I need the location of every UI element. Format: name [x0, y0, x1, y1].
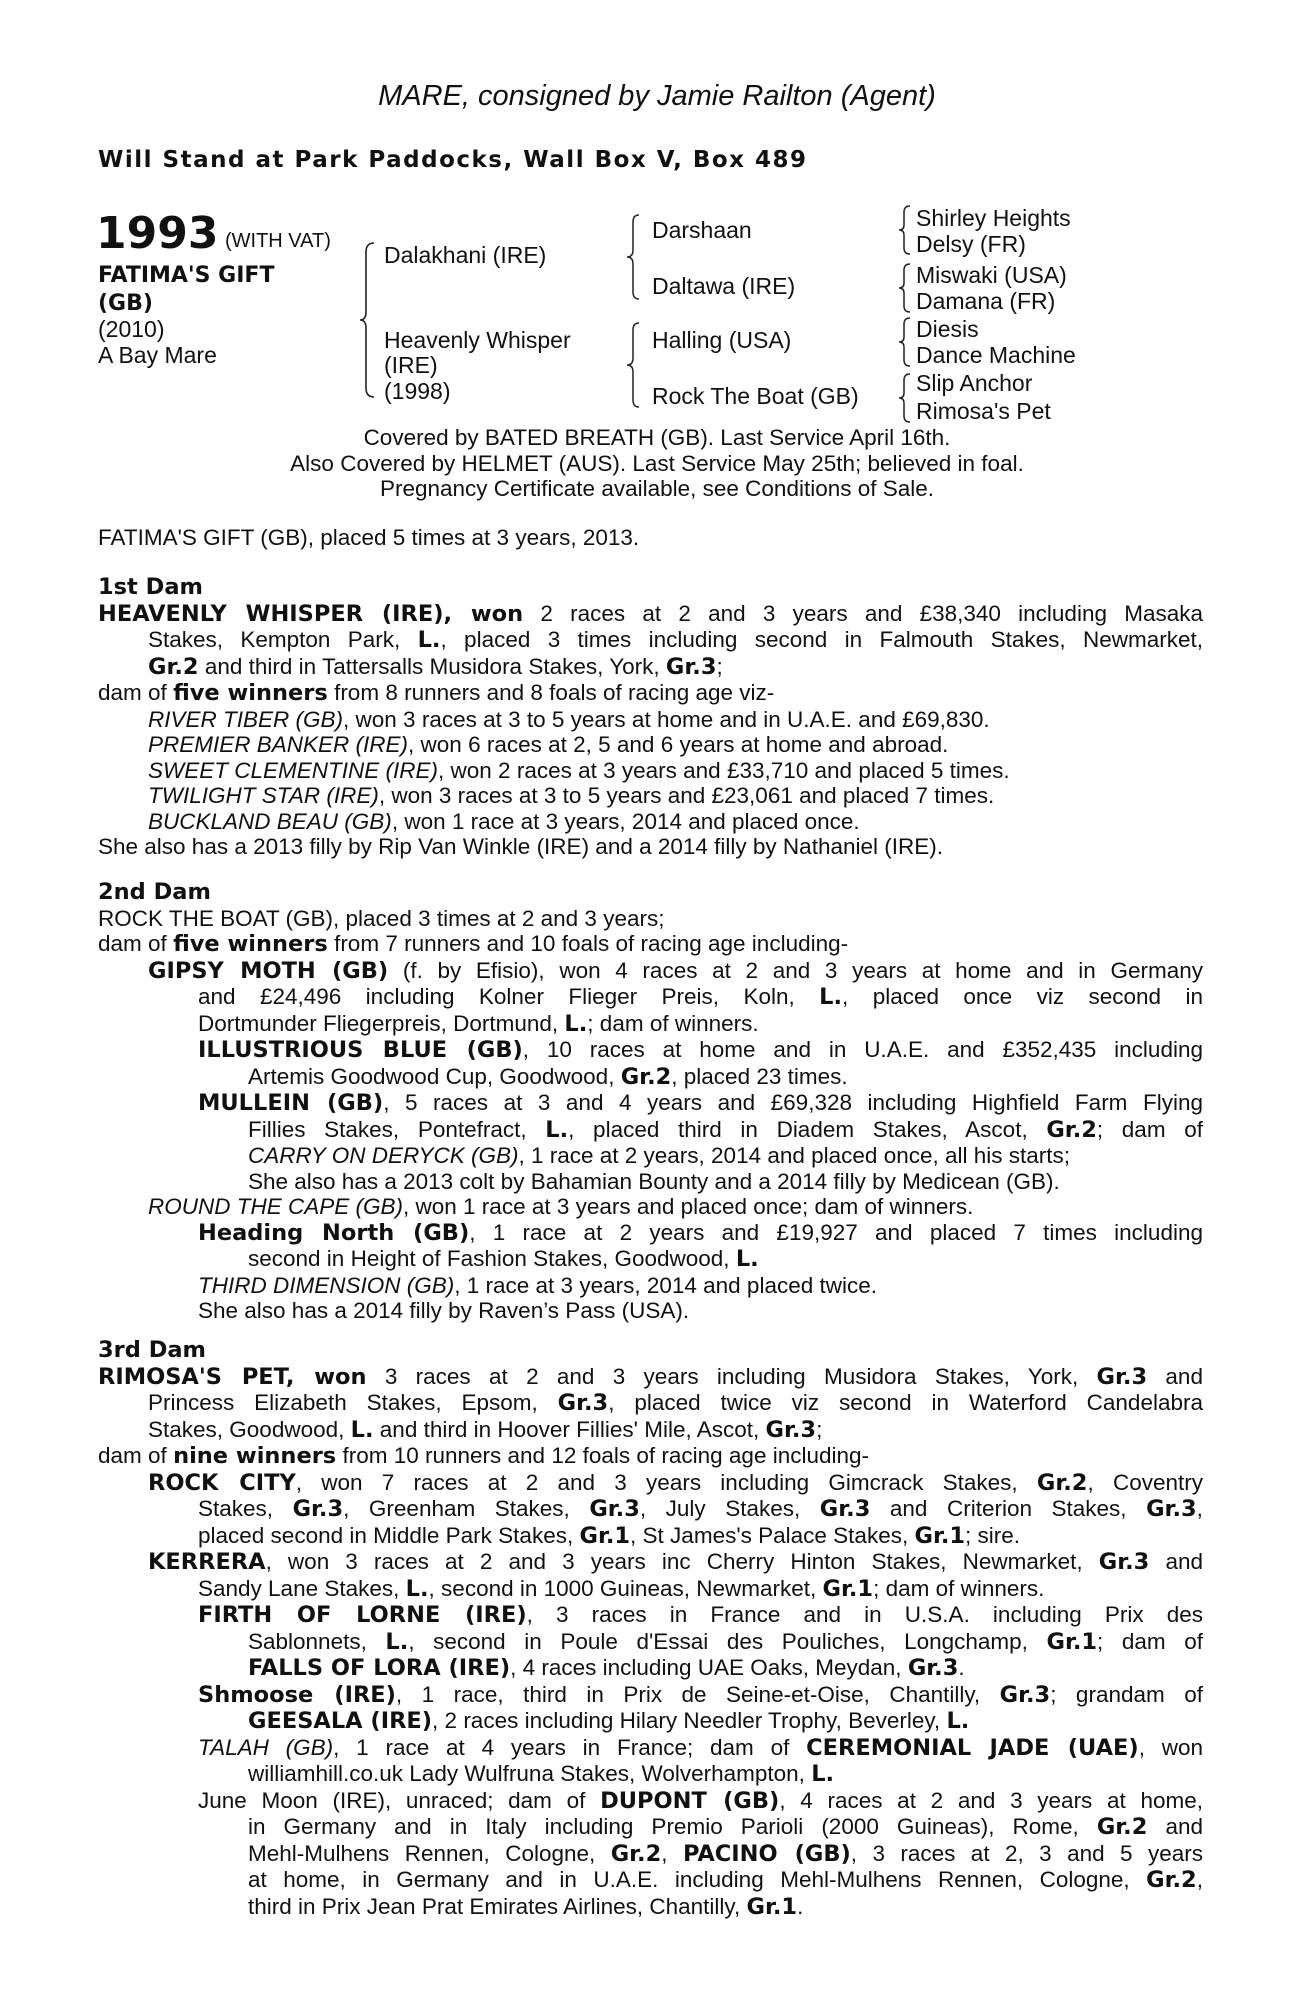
- race-text: Artemis Goodwood Cup, Goodwood,: [248, 1063, 615, 1089]
- race-text: 3 races at 2 and 3 years including Musidora Stakes, York,: [384, 1363, 1079, 1389]
- consignor-heading: MARE, consigned by Jamie Railton (Agent): [378, 80, 936, 112]
- race-text: , won 7 races at 2 and 3 years including Gimcrack Stakes,: [295, 1469, 1018, 1495]
- grade-label: Gr.2: [1096, 1814, 1148, 1840]
- pedigree-brace: [896, 262, 914, 314]
- race-text: , 1 race at 4 years in France; dam of: [333, 1734, 790, 1760]
- horse-name: FATIMA'S GIFT: [98, 263, 275, 288]
- race-text: , placed once viz second in: [842, 984, 1203, 1009]
- produce-name: KERRERA: [148, 1549, 266, 1575]
- grade-label: Gr.3: [1096, 1363, 1148, 1390]
- race-text: , 4 races at 2 and 3 years at home,: [779, 1787, 1203, 1813]
- produce-text: , won 3 races at 3 to 5 years at home and in U.A.E. and £69,830.: [343, 706, 990, 732]
- dam-line3: (1998): [384, 378, 451, 404]
- produce-text: , won 2 races at 3 years and £33,710 and placed 5 times.: [438, 757, 1010, 783]
- grade-label: L.: [350, 1416, 374, 1443]
- dam-of-text: from 10 runners and 12 foals of racing age including-: [342, 1443, 870, 1468]
- grade-label: Gr.1: [914, 1522, 966, 1549]
- race-text: , 1 race at 2 years, 2014 and placed once, all his starts;: [518, 1143, 1071, 1168]
- dam-dam: Rock The Boat (GB): [652, 383, 859, 409]
- race-text: , 1 race, third in Prix de Seine-et-Oise, Chantilly,: [395, 1681, 981, 1707]
- race-text: Princess Elizabeth Stakes, Epsom,: [148, 1390, 538, 1415]
- section-heading: 3rd Dam: [98, 1337, 206, 1363]
- dam-of-text: dam of: [98, 680, 167, 705]
- race-text: ; dam of: [1097, 1628, 1203, 1654]
- covering-line: Also Covered by HELMET (AUS). Last Service May 25th; believed in foal.: [290, 450, 1024, 476]
- race-text: , placed 23 times.: [671, 1063, 848, 1089]
- race-text: ; grandam of: [1050, 1681, 1203, 1707]
- race-text: , second in Poule d'Essai des Pouliches, Longchamp,: [408, 1628, 1028, 1654]
- covering-line: Covered by BATED BREATH (GB). Last Service April 16th.: [363, 425, 951, 450]
- second-dam-section: [98, 880, 1203, 1324]
- grade-label: L.: [735, 1246, 759, 1272]
- grade-label: Gr.1: [746, 1893, 798, 1920]
- produce-name: ILLUSTRIOUS BLUE (GB): [198, 1037, 523, 1063]
- pedigree-brace: [896, 316, 914, 368]
- produce-name: THIRD DIMENSION (GB): [198, 1272, 455, 1298]
- race-text: , July Stakes,: [639, 1496, 801, 1521]
- produce-text: , won 3 races at 3 to 5 years and £23,061 and placed 7 times.: [378, 783, 995, 808]
- won-label: won: [470, 600, 524, 627]
- grade-label: L.: [405, 1575, 429, 1602]
- lot-number: 1993: [96, 208, 219, 259]
- won-label: won: [314, 1363, 367, 1390]
- sss: Shirley Heights: [916, 205, 1071, 231]
- grade-label: Gr.3: [589, 1496, 640, 1522]
- sdd: Damana (FR): [916, 288, 1056, 314]
- sire-dam: Daltawa (IRE): [652, 273, 796, 299]
- produce-text: , won 6 races at 2, 5 and 6 years at home and abroad.: [408, 732, 949, 757]
- produce-name: MULLEIN (GB): [198, 1090, 384, 1116]
- race-text: and: [1165, 1363, 1203, 1389]
- dam-sire: Halling (USA): [652, 327, 792, 353]
- race-text: ; dam of: [1096, 1116, 1203, 1142]
- produce-name: ROUND THE CAPE (GB): [148, 1194, 404, 1219]
- race-text: Sandy Lane Stakes,: [198, 1575, 400, 1601]
- grade-label: Gr.2: [1036, 1469, 1088, 1496]
- grade-label: Gr.2: [1046, 1116, 1097, 1143]
- first-dam-section: 1st Dam HEAVENLY WHISPER (IRE), won 2 races at 2 and 3 years and £38,340 including Masaka Stakes, Kempton Park, L., placed 3 times including second in Falmouth Stakes, Newmarket, Gr.2 and third in Tattersalls Musidora Stakes, York, Gr.3; dam of five winners from 8 runners and 8 foals of racing age viz- RIVER TIBER (GB), won 3 races at 3 to 5 years at home and in U.A.E. and £69,830. PREMIER BANKER (IRE), won 6 races at 2, 5 and 6 years at home and abroad. SWEET CLEMENTINE (IRE), won 2 races at 3 years and £33,710 and placed 5 times. TWILIGHT STAR (IRE), won 3 races at 3 to 5 years and £23,061 and placed 7 times. BUCKLAND BEAU (GB), won 1 race at 3 years, 2014 and placed once. She also has a 2013 filly by Rip Van Winkle (IRE) and a 2014 filly by Nathaniel (IRE).: [98, 574, 1203, 859]
- ddd: Rimosa's Pet: [916, 398, 1051, 424]
- race-text: , placed third in Diadem Stakes, Ascot,: [568, 1116, 1028, 1142]
- race-text: at home, in Germany and in U.A.E. including Mehl-Mulhens Rennen, Cologne,: [248, 1867, 1130, 1892]
- produce-name: BUCKLAND BEAU (GB): [148, 808, 392, 834]
- race-text: and: [1165, 1549, 1203, 1574]
- winners-count: nine winners: [173, 1443, 337, 1469]
- grade-label: L.: [946, 1708, 970, 1734]
- produce-name: PREMIER BANKER (IRE): [148, 732, 409, 757]
- race-text: williamhill.co.uk Lady Wulfruna Stakes, Wolverhampton,: [248, 1761, 805, 1786]
- race-text: Fillies Stakes, Pontefract,: [248, 1116, 527, 1142]
- winners-count: five winners: [173, 931, 328, 957]
- dam-of-text: from 7 runners and 10 foals of racing age including-: [334, 931, 849, 956]
- race-text: placed second in Middle Park Stakes,: [198, 1522, 574, 1548]
- produce-name: FALLS OF LORA (IRE): [248, 1655, 511, 1681]
- dam-name: HEAVENLY WHISPER (IRE): [98, 600, 444, 627]
- race-text: Stakes,: [198, 1496, 274, 1521]
- sds: Miswaki (USA): [916, 262, 1067, 288]
- race-text: third in Prix Jean Prat Emirates Airlines, Chantilly,: [248, 1893, 741, 1919]
- produce-name: Heading North (GB): [198, 1219, 470, 1246]
- pedigree-brace: [624, 212, 644, 302]
- grade-label: Gr.3: [765, 1416, 817, 1443]
- dam-name: RIMOSA'S PET: [98, 1363, 286, 1390]
- race-text: and third in Hoover Fillies' Mile, Ascot,: [379, 1416, 760, 1442]
- dss: Diesis: [916, 316, 979, 342]
- also-note: She also has a 2013 colt by Bahamian Bounty and a 2014 filly by Medicean (GB).: [248, 1168, 1060, 1194]
- covering-line: Pregnancy Certificate available, see Conditions of Sale.: [379, 476, 935, 501]
- dam-of-text: dam of: [98, 1443, 167, 1468]
- produce-name: PACINO (GB): [682, 1840, 851, 1867]
- produce-name: DUPONT (GB): [600, 1787, 780, 1814]
- race-text: and: [1165, 1814, 1203, 1839]
- pedigree-brace: [624, 320, 644, 410]
- race-text: , placed twice viz second in Waterford Candelabra: [608, 1390, 1203, 1415]
- produce-name: SWEET CLEMENTINE (IRE): [148, 757, 439, 783]
- horse-name-country: (GB): [98, 291, 153, 316]
- dsd: Dance Machine: [916, 342, 1076, 368]
- covering-note: [0, 425, 1314, 502]
- race-text: , 2 races including Hilary Needler Trophy, Beverley,: [432, 1708, 941, 1733]
- race-text: Mehl-Mulhens Rennen, Cologne,: [248, 1840, 596, 1866]
- ssd: Delsy (FR): [916, 231, 1026, 257]
- race-text: (f. by Efisio), won 4 races at 2 and 3 years at home and in Germany: [402, 957, 1203, 983]
- section-heading: 2nd Dam: [98, 879, 211, 905]
- race-text: , 3 races in France and in U.S.A. including Prix des: [526, 1602, 1203, 1627]
- grade-label: Gr.1: [822, 1575, 874, 1602]
- race-text: , St James's Palace Stakes,: [630, 1522, 909, 1548]
- produce-name: CARRY ON DERYCK (GB): [248, 1143, 519, 1168]
- summary-text: FATIMA'S GIFT (GB), placed 5 times at 3 years, 2013.: [98, 525, 640, 550]
- dam-of-text: from 8 runners and 8 foals of racing age viz-: [334, 680, 775, 705]
- produce-name: TALAH (GB): [198, 1734, 334, 1760]
- race-text: , won 3 races at 2 and 3 years inc Cherry Hinton Stakes, Newmarket,: [265, 1549, 1083, 1574]
- grade-label: L.: [417, 627, 441, 653]
- grade-label: Gr.3: [907, 1655, 959, 1681]
- race-text: 2 races at 2 and 3 years and £38,340 including Masaka: [540, 600, 1203, 626]
- race-text: ; sire.: [965, 1522, 1021, 1548]
- grade-label: Gr.3: [819, 1496, 871, 1522]
- grade-label: Gr.3: [1098, 1549, 1150, 1575]
- stand-location: Will Stand at Park Paddocks, Wall Box V, Box 489: [98, 147, 808, 173]
- grade-label: Gr.2: [148, 653, 199, 680]
- grade-label: L.: [819, 984, 843, 1010]
- section-heading: 1st Dam: [98, 574, 203, 600]
- race-text: ; dam of winners.: [587, 1010, 759, 1036]
- race-text: and third in Tattersalls Musidora Stakes, York,: [204, 653, 660, 679]
- also-note: She also has a 2013 filly by Rip Van Winkle (IRE) and a 2014 filly by Nathaniel (IRE).: [98, 834, 943, 859]
- race-text: and £24,496 including Kolner Flieger Preis, Koln,: [198, 984, 795, 1009]
- produce-name: GEESALA (IRE): [248, 1708, 433, 1734]
- also-note: She also has a 2014 filly by Raven’s Pass (USA).: [198, 1298, 690, 1323]
- horse-summary: [98, 525, 1203, 551]
- race-text: , 1 race at 3 years, 2014 and placed twice.: [454, 1272, 878, 1298]
- race-text: Dortmunder Fliegerpreis, Dortmund,: [198, 1010, 559, 1036]
- dam-line2: (IRE): [384, 352, 438, 378]
- produce-name: GIPSY MOTH (GB): [148, 957, 389, 984]
- dam-name: ROCK THE BOAT (GB), placed 3 times at 2 and 3 years;: [98, 905, 665, 931]
- horse-foaled: (2010): [98, 316, 165, 342]
- race-text: , second in 1000 Guineas, Newmarket,: [428, 1575, 817, 1601]
- produce-name: Shmoose (IRE): [198, 1681, 396, 1708]
- dam-of-text: dam of: [98, 931, 167, 956]
- race-text: , Greenham Stakes,: [343, 1496, 570, 1521]
- grade-label: Gr.1: [579, 1522, 631, 1549]
- race-text: Stakes, Goodwood,: [148, 1416, 345, 1442]
- punct: ;: [716, 653, 723, 679]
- race-text: , 4 races including UAE Oaks, Meydan,: [510, 1655, 902, 1680]
- produce-name: TWILIGHT STAR (IRE): [148, 783, 379, 808]
- grade-label: Gr.1: [1046, 1628, 1098, 1655]
- pedigree-brace: [896, 204, 914, 256]
- race-text: , 5 races at 3 and 4 years and £69,328 including Highfield Farm Flying: [383, 1090, 1203, 1115]
- grade-label: Gr.3: [999, 1681, 1051, 1708]
- race-text: second in Height of Fashion Stakes, Goodwood,: [248, 1246, 730, 1271]
- grade-label: L.: [564, 1010, 588, 1037]
- pedigree-brace: [356, 240, 380, 400]
- grade-label: L.: [545, 1116, 569, 1143]
- race-text: June Moon (IRE), unraced; dam of: [198, 1787, 586, 1813]
- grade-label: Gr.3: [665, 653, 717, 680]
- third-dam-section: 3rd Dam RIMOSA'S PET, won 3 races at 2 and 3 years including Musidora Stakes, York, Gr.3 and Princess Elizabeth Stakes, Epsom, Gr.3, placed twice viz second in Waterford Candelabra Stakes, Goodwood, L. and third in Hoover Fillies' Mile, Ascot, Gr.3; dam of nine winners from 10 runners and 12 foals of racing age including- ROCK CITY, won 7 races at 2 and 3 years including Gimcrack Stakes, Gr.2, Coventry Stakes, Gr.3, Greenham Stakes, Gr.3, July Stakes, Gr.3 and Criterion Stakes, Gr.3, placed second in Middle Park Stakes, Gr.1, St James's Palace Stakes, Gr.1; sire. KERRERA, won 3 races at 2 and 3 years inc Cherry Hinton Stakes, Newmarket, Gr.3 and Sandy Lane Stakes, L., second in 1000 Guineas, Newmarket, Gr.1; dam of winners. FIRTH OF LORNE (IRE), 3 races in France and in U.S.A. including Prix des Sablonnets, L., second in Poule d'Essai des Pouliches, Longchamp, Gr.1; dam of FALLS OF LORA (IRE), 4 races including UAE Oaks, Meydan, Gr.3. Shmoose (IRE), 1 race, third in Prix de Seine-et-Oise, Chantilly, Gr.3; grandam of GEESALA (IRE), 2 races including Hilary Needler Trophy, Beverley, L. TALAH (GB), 1 race at 4 years in France; dam of CEREMONIAL JADE (UAE), won williamhill.co.uk Lady Wulfruna Stakes, Wolverhampton, L. June Moon (IRE), unraced; dam of DUPONT (GB), 4 races at 2 and 3 years at home, in Germany and in Italy including Premio Parioli (2000 Guineas), Rome, Gr.2 and Mehl-Mulhens Rennen, Cologne, Gr.2, PACINO (GB), 3 races at 2, 3 and 5 years at home, in Germany and in U.A.E. including Mehl-Mulhens Rennen, Cologne, Gr.2, third in Prix Jean Prat Emirates Airlines, Chantilly, Gr.1.: [98, 1337, 1203, 1920]
- race-text: , won 1 race at 3 years and placed once; dam of winners.: [403, 1194, 974, 1219]
- race-text: , 10 races at home and in U.A.E. and £352,435 including: [522, 1037, 1203, 1062]
- grade-label: Gr.2: [620, 1063, 672, 1090]
- grade-label: L.: [811, 1761, 835, 1787]
- produce-name: ROCK CITY: [148, 1469, 296, 1496]
- pedigree-brace: [896, 372, 914, 424]
- race-text: , 1 race at 2 years and £19,927 and placed 7 times including: [469, 1219, 1203, 1245]
- dam-line1: Heavenly Whisper: [384, 327, 571, 353]
- winners-count: five winners: [173, 680, 328, 706]
- horse-description: A Bay Mare: [98, 342, 217, 368]
- race-text: , Coventry: [1087, 1469, 1203, 1495]
- produce-text: , won 1 race at 3 years, 2014 and placed once.: [391, 808, 860, 834]
- produce-name: CEREMONIAL JADE (UAE): [806, 1734, 1139, 1761]
- vat-note: (WITH VAT): [225, 230, 331, 252]
- race-text: , won: [1138, 1734, 1203, 1760]
- dds: Slip Anchor: [916, 370, 1033, 396]
- produce-name: FIRTH OF LORNE (IRE): [198, 1602, 527, 1628]
- grade-label: Gr.3: [1146, 1496, 1197, 1522]
- race-text: and Criterion Stakes,: [889, 1496, 1127, 1521]
- race-text: Sablonnets,: [248, 1628, 367, 1654]
- race-text: Stakes, Kempton Park,: [148, 627, 401, 652]
- produce-name: RIVER TIBER (GB): [148, 706, 344, 732]
- grade-label: Gr.3: [557, 1390, 609, 1416]
- race-text: , placed 3 times including second in Falmouth Stakes, Newmarket,: [440, 627, 1203, 652]
- race-text: ; dam of winners.: [873, 1575, 1045, 1601]
- grade-label: Gr.2: [610, 1840, 662, 1867]
- sire-sire: Darshaan: [652, 217, 752, 243]
- grade-label: Gr.2: [1146, 1867, 1197, 1893]
- sire: Dalakhani (IRE): [384, 242, 547, 268]
- grade-label: L.: [385, 1628, 409, 1655]
- race-text: , 3 races at 2, 3 and 5 years: [850, 1840, 1203, 1866]
- grade-label: Gr.3: [292, 1496, 344, 1522]
- race-text: in Germany and in Italy including Premio Parioli (2000 Guineas), Rome,: [248, 1814, 1079, 1839]
